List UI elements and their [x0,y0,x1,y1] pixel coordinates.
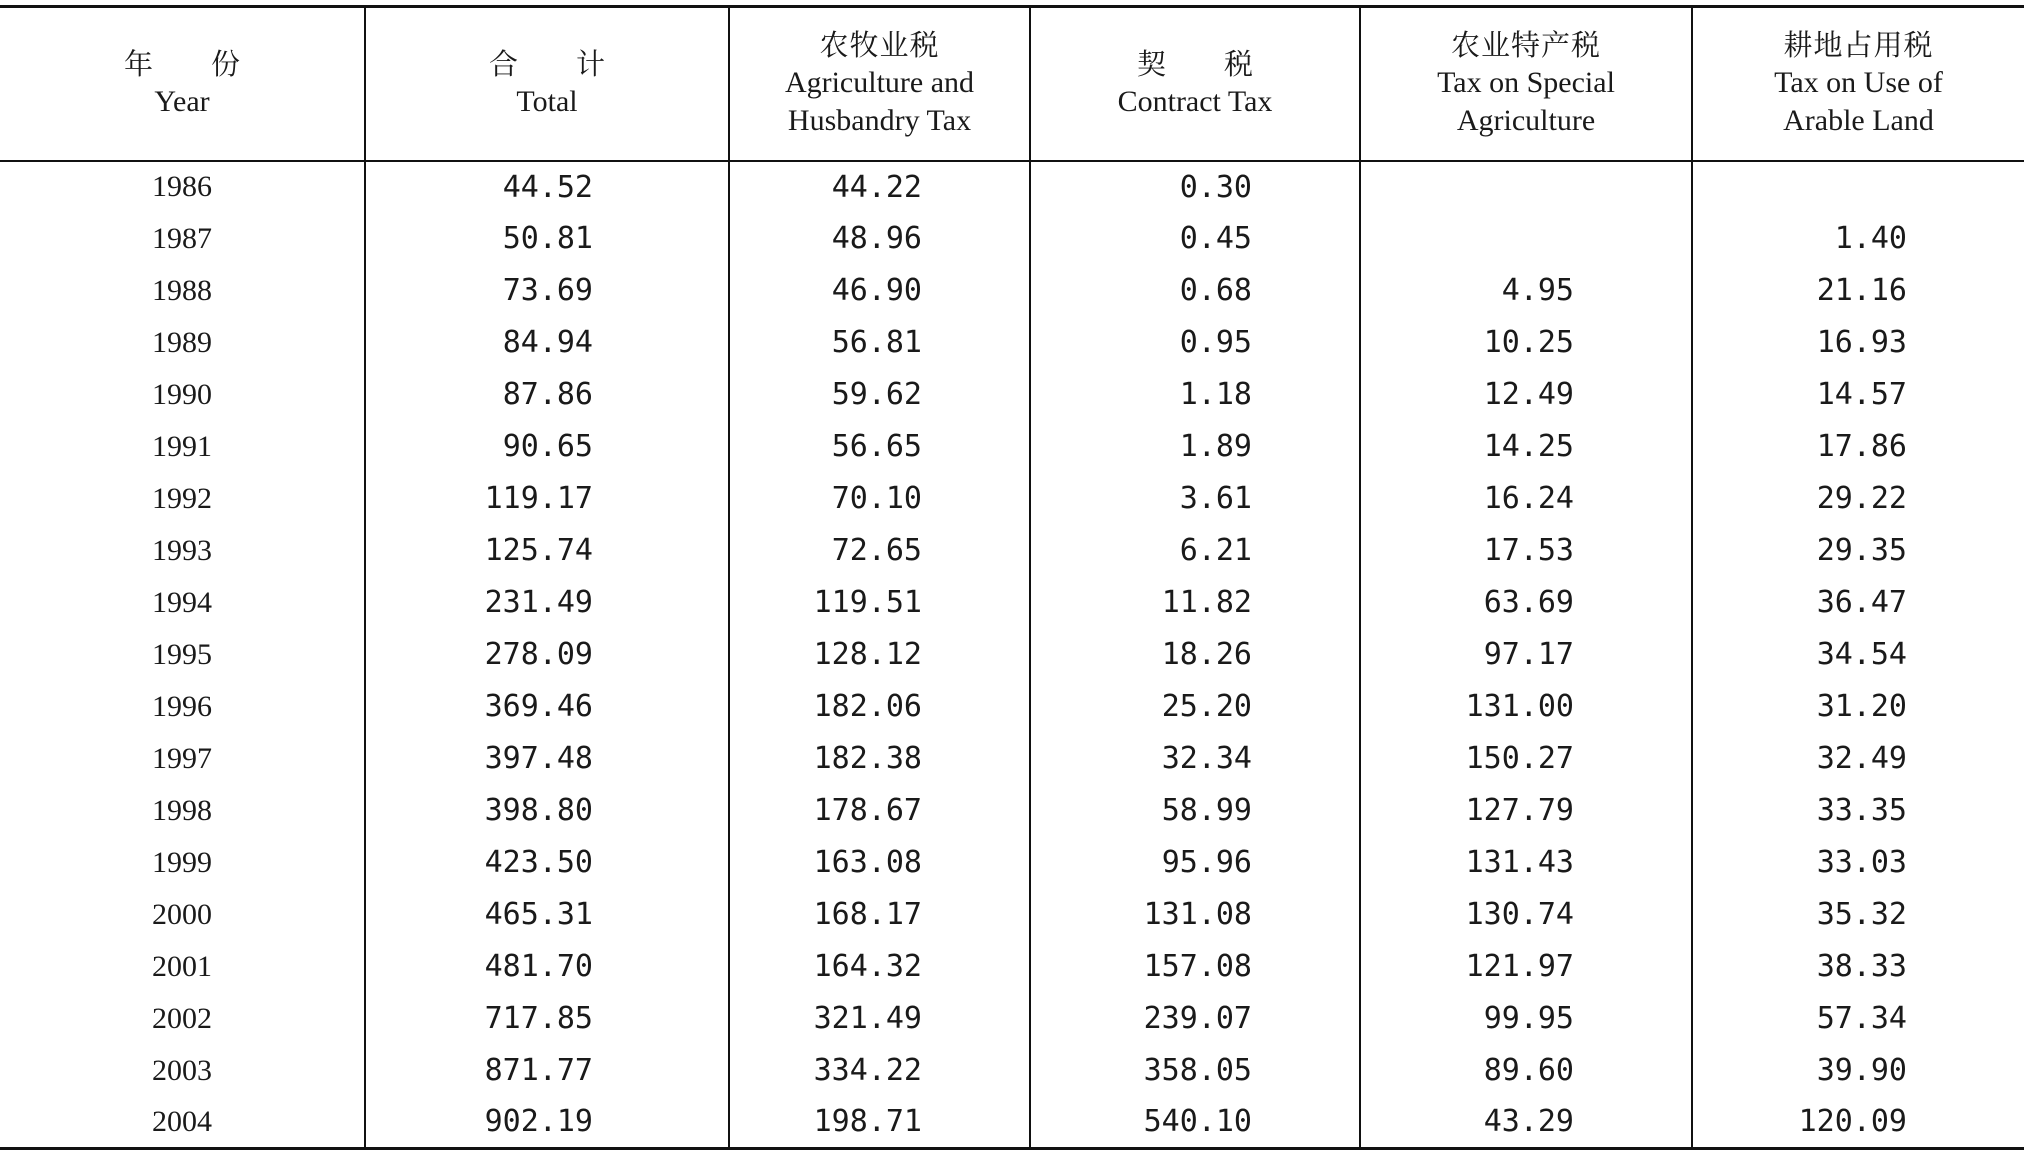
total-cell: 717.85 [365,993,729,1045]
contract-tax-cell: 540.10 [1030,1097,1360,1149]
agri-tax-cell: 72.65 [729,525,1030,577]
contract-tax-cell: 0.30 [1030,161,1360,213]
agricultural-tax-table [0,5,2024,1150]
year-cell: 2003 [152,1053,212,1087]
special-tax-cell [1360,161,1692,213]
total-cell: 278.09 [365,629,729,681]
special-tax-cell: 150.27 [1360,733,1692,785]
land-tax-cell: 21.16 [1692,265,2024,317]
year-cell: 1996 [152,689,212,723]
table-row [0,889,2024,941]
header-land-zh: 耕地占用税 [1783,28,1934,63]
agri-tax-cell: 164.32 [729,941,1030,993]
year-cell: 1994 [152,585,212,619]
header-special-en-line2: Agriculture [1456,104,1596,138]
contract-tax-cell: 131.08 [1030,889,1360,941]
contract-tax-cell: 11.82 [1030,577,1360,629]
land-tax-cell: 17.86 [1692,421,2024,473]
header-special-zh: 农业特产税 [1450,28,1601,63]
special-tax-cell [1360,213,1692,265]
table-row [0,421,2024,473]
table-row [0,525,2024,577]
header-total-en: Total [516,85,578,119]
special-tax-cell: 14.25 [1360,421,1692,473]
header-total-zh: 合计 [488,47,663,82]
agri-tax-cell: 119.51 [729,577,1030,629]
contract-tax-cell: 0.68 [1030,265,1360,317]
special-tax-cell: 12.49 [1360,369,1692,421]
year-cell: 1986 [152,170,212,203]
year-cell: 1989 [152,325,212,359]
agri-tax-cell: 56.65 [729,421,1030,473]
table-row [0,1097,2024,1149]
special-tax-cell: 17.53 [1360,525,1692,577]
land-tax-cell: 14.57 [1692,369,2024,421]
contract-tax-cell: 157.08 [1030,941,1360,993]
special-tax-cell: 99.95 [1360,993,1692,1045]
agri-tax-cell: 56.81 [729,317,1030,369]
total-cell: 231.49 [365,577,729,629]
total-cell: 369.46 [365,681,729,733]
year-cell: 1991 [152,429,212,463]
table-row [0,161,2024,213]
total-cell: 902.19 [365,1097,729,1149]
agri-tax-cell: 48.96 [729,213,1030,265]
total-cell: 84.94 [365,317,729,369]
contract-tax-cell: 32.34 [1030,733,1360,785]
header-contract-zh: 契税 [1136,47,1311,82]
year-cell: 2004 [0,1097,365,1149]
agri-tax-cell: 178.67 [729,785,1030,837]
table-row [0,577,2024,629]
contract-tax-cell: 0.95 [1030,317,1360,369]
year-cell: 1999 [152,845,212,879]
header-total [365,7,729,161]
table-row [0,785,2024,837]
land-tax-cell [1692,161,2024,213]
land-tax-cell: 29.22 [1692,473,2024,525]
total-cell: 73.69 [365,265,729,317]
special-tax-cell: 131.43 [1360,837,1692,889]
total-cell: 871.77 [365,1045,729,1097]
contract-tax-cell: 0.45 [1030,213,1360,265]
agri-tax-cell: 59.62 [729,369,1030,421]
table-row [0,369,2024,421]
table-row [0,265,2024,317]
contract-tax-cell: 358.05 [1030,1045,1360,1097]
contract-tax-cell: 1.18 [1030,369,1360,421]
contract-tax-cell: 18.26 [1030,629,1360,681]
agri-tax-cell: 128.12 [729,629,1030,681]
contract-tax-cell: 95.96 [1030,837,1360,889]
land-tax-cell: 32.49 [1692,733,2024,785]
year-cell: 1988 [152,273,212,307]
agri-tax-cell: 321.49 [729,993,1030,1045]
total-cell: 90.65 [365,421,729,473]
agri-tax-cell: 46.90 [729,265,1030,317]
total-cell: 397.48 [365,733,729,785]
table-row [0,681,2024,733]
agri-tax-cell: 44.22 [729,161,1030,213]
land-tax-cell: 16.93 [1692,317,2024,369]
table-row [0,993,2024,1045]
land-tax-cell: 29.35 [1692,525,2024,577]
contract-tax-cell: 25.20 [1030,681,1360,733]
header-contract-tax [1030,7,1360,161]
table-row [0,941,2024,993]
land-tax-cell: 35.32 [1692,889,2024,941]
table-row [0,837,2024,889]
agri-tax-cell: 198.71 [729,1097,1030,1149]
total-cell: 398.80 [365,785,729,837]
header-land-en-line1: Tax on Use of [1774,66,1943,100]
total-cell: 44.52 [365,161,729,213]
agri-tax-cell: 182.06 [729,681,1030,733]
year-cell: 2001 [152,949,212,983]
header-special-en-line1: Tax on Special [1437,66,1615,100]
land-tax-cell: 31.20 [1692,681,2024,733]
total-cell: 87.86 [365,369,729,421]
table-body [0,161,2024,1149]
special-tax-cell: 89.60 [1360,1045,1692,1097]
header-row [0,7,2024,161]
contract-tax-cell: 6.21 [1030,525,1360,577]
total-cell: 465.31 [365,889,729,941]
land-tax-cell: 1.40 [1692,213,2024,265]
contract-tax-cell: 3.61 [1030,473,1360,525]
header-year-zh: 年份 [123,47,298,82]
year-cell: 1987 [152,221,212,255]
contract-tax-cell: 239.07 [1030,993,1360,1045]
agri-tax-cell: 168.17 [729,889,1030,941]
table-row [0,317,2024,369]
table-row [0,629,2024,681]
agri-tax-cell: 334.22 [729,1045,1030,1097]
year-cell: 1992 [152,481,212,515]
special-tax-cell: 97.17 [1360,629,1692,681]
special-tax-cell: 16.24 [1360,473,1692,525]
land-tax-cell: 33.03 [1692,837,2024,889]
special-tax-cell: 43.29 [1360,1097,1692,1149]
land-tax-cell: 34.54 [1692,629,2024,681]
year-cell: 1990 [152,377,212,411]
special-tax-cell: 10.25 [1360,317,1692,369]
year-cell: 1995 [152,637,212,671]
land-tax-cell: 38.33 [1692,941,2024,993]
total-cell: 125.74 [365,525,729,577]
header-year-en: Year [154,85,210,119]
header-agriculture-husbandry-tax [729,7,1030,161]
header-special-agriculture-tax [1360,7,1692,161]
special-tax-cell: 121.97 [1360,941,1692,993]
table-row [0,1045,2024,1097]
contract-tax-cell: 1.89 [1030,421,1360,473]
table-row [0,473,2024,525]
total-cell: 423.50 [365,837,729,889]
land-tax-cell: 57.34 [1692,993,2024,1045]
year-cell: 1993 [152,533,212,567]
header-year [0,7,365,161]
header-agri-en-line2: Husbandry Tax [787,104,972,138]
year-cell: 2002 [152,1001,212,1035]
special-tax-cell: 127.79 [1360,785,1692,837]
header-contract-en: Contract Tax [1117,85,1273,119]
agri-tax-cell: 163.08 [729,837,1030,889]
special-tax-cell: 131.00 [1360,681,1692,733]
land-tax-cell: 33.35 [1692,785,2024,837]
header-land-en-line2: Arable Land [1783,104,1934,138]
table-row [0,213,2024,265]
total-cell: 50.81 [365,213,729,265]
header-arable-land-tax [1692,7,2024,161]
agri-tax-cell: 70.10 [729,473,1030,525]
special-tax-cell: 63.69 [1360,577,1692,629]
header-agri-zh: 农牧业税 [819,28,940,63]
special-tax-cell: 130.74 [1360,889,1692,941]
total-cell: 119.17 [365,473,729,525]
land-tax-cell: 120.09 [1692,1097,2024,1149]
land-tax-cell: 39.90 [1692,1045,2024,1097]
year-cell: 1998 [152,793,212,827]
year-cell: 1997 [152,741,212,775]
table-row [0,733,2024,785]
land-tax-cell: 36.47 [1692,577,2024,629]
total-cell: 481.70 [365,941,729,993]
agri-tax-cell: 182.38 [729,733,1030,785]
header-agri-en-line1: Agriculture and [784,66,975,100]
contract-tax-cell: 58.99 [1030,785,1360,837]
special-tax-cell: 4.95 [1360,265,1692,317]
table-header [0,7,2024,161]
year-cell: 2000 [152,897,212,931]
